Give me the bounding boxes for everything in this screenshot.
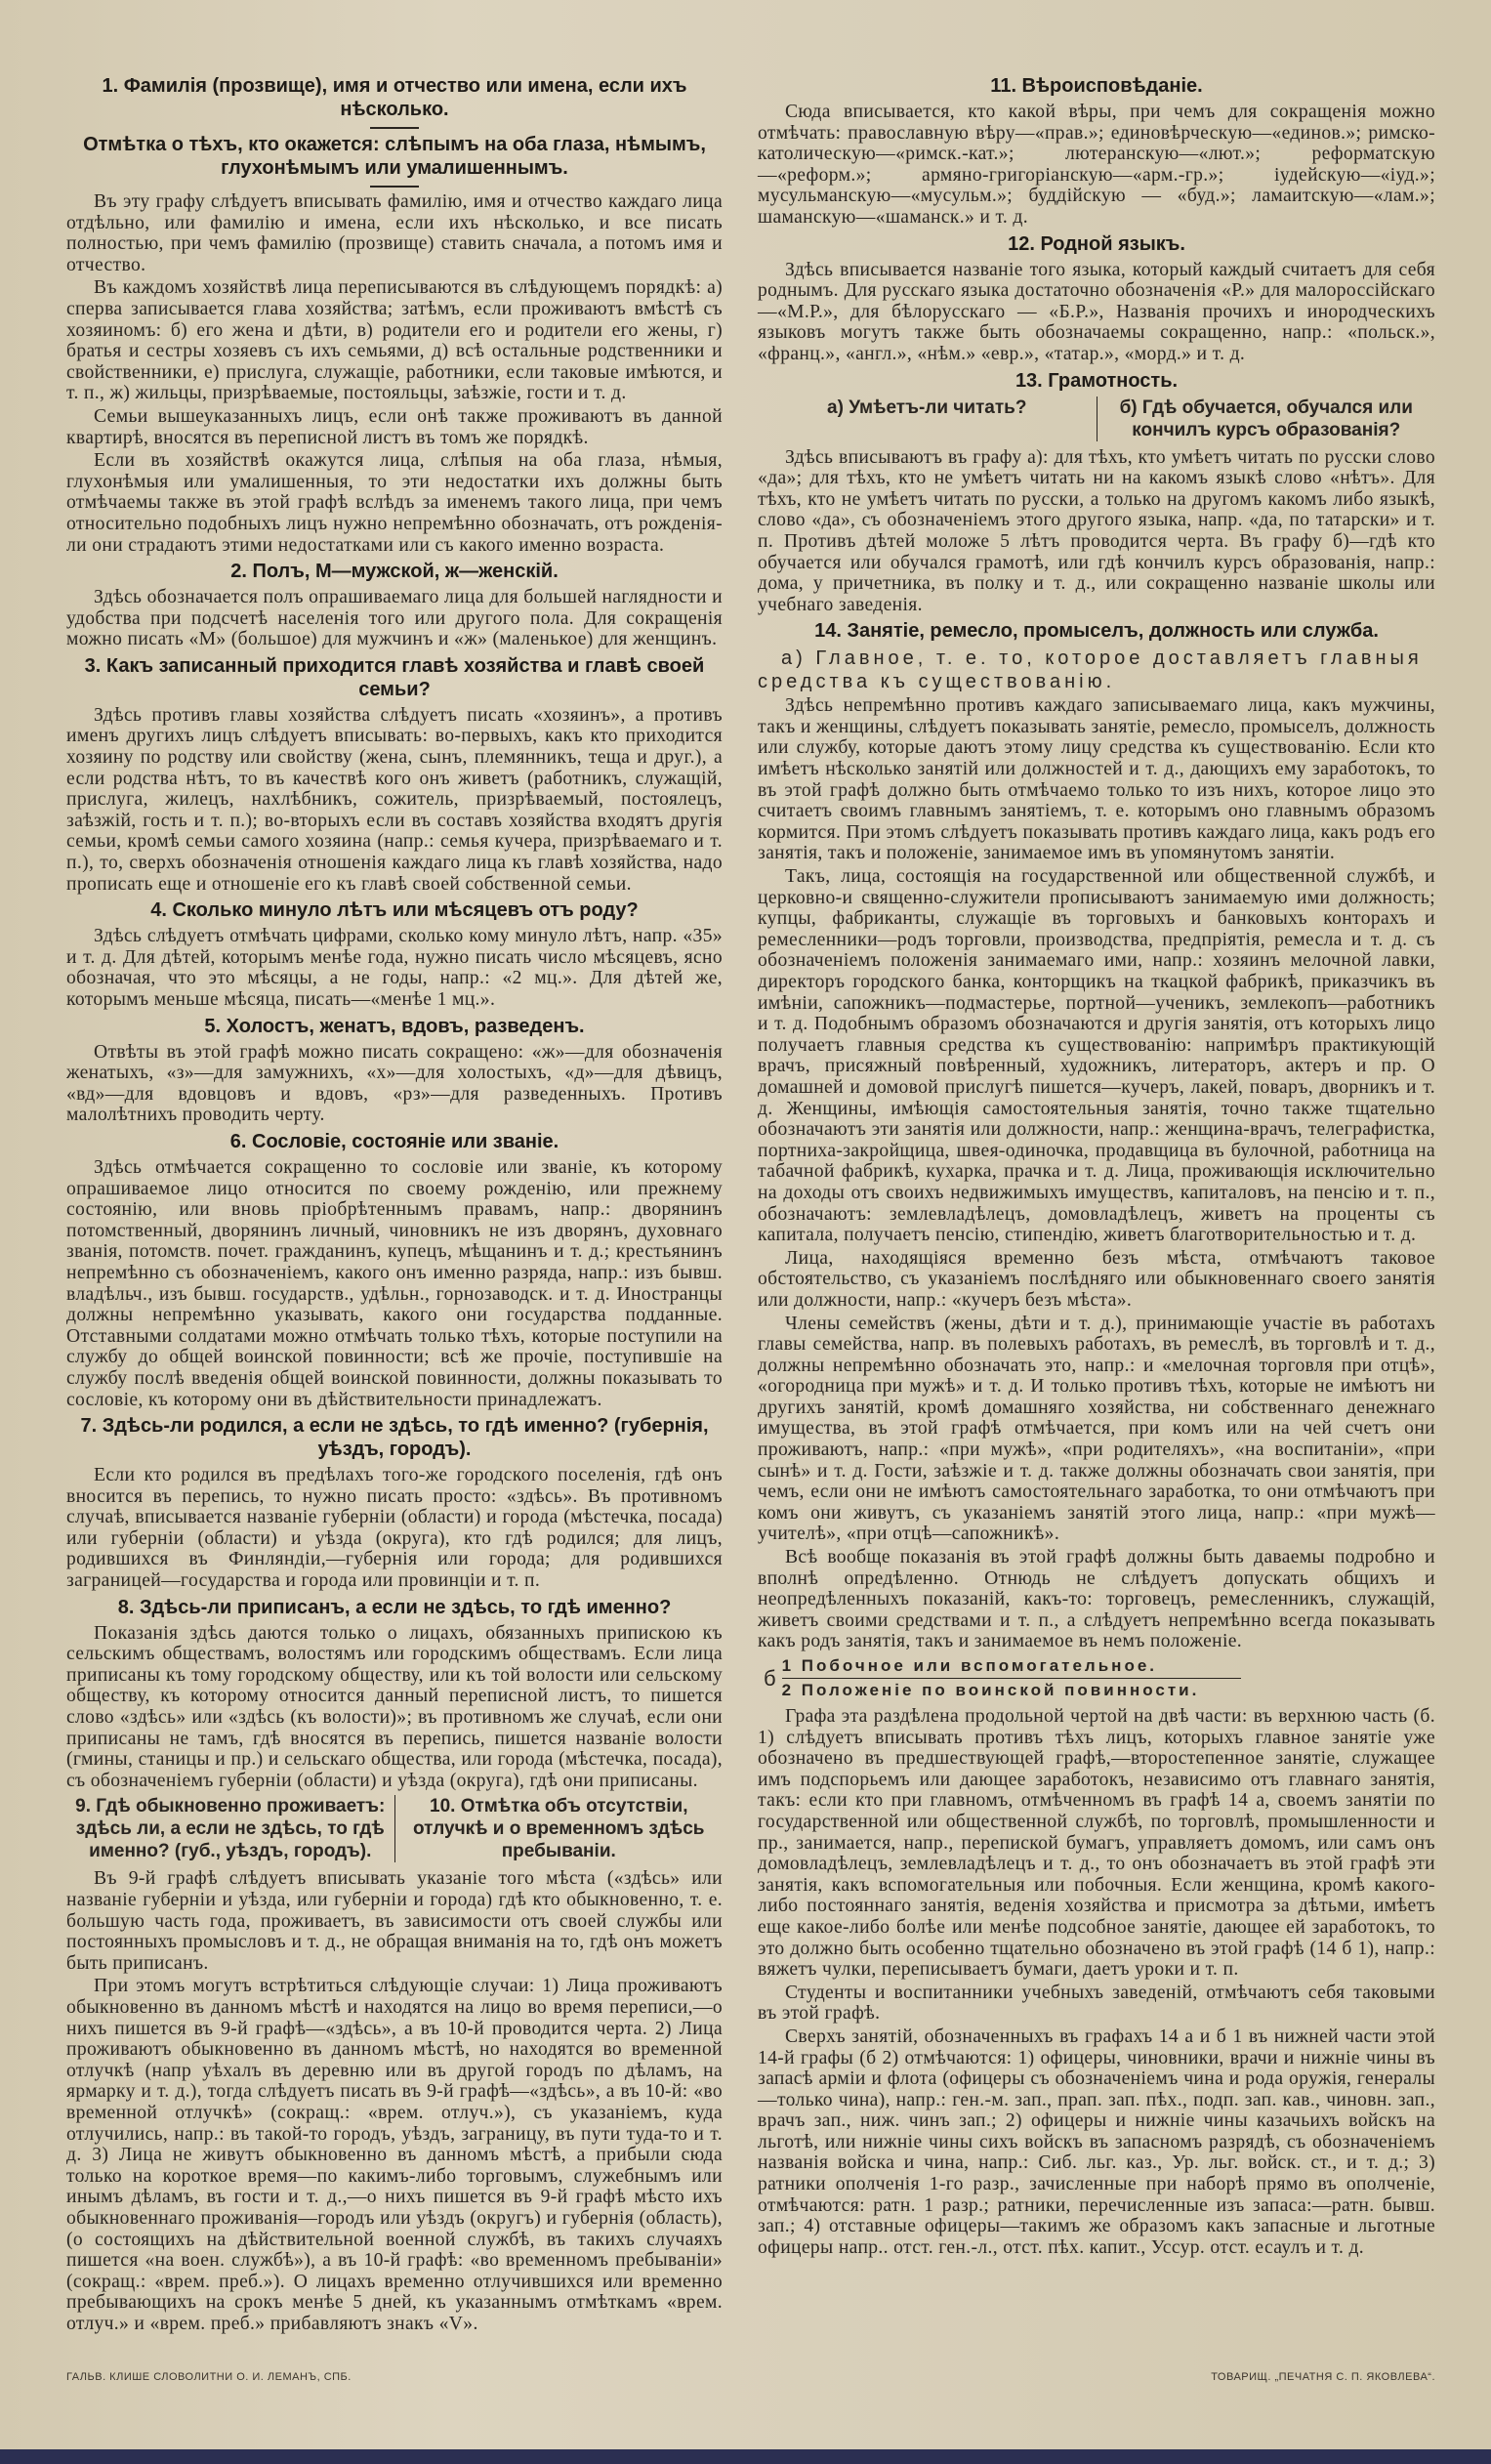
section-heading: 7. Здѣсь-ли родился, а если не здѣсь, то гдѣ именно? (губернія, уѣздъ, городъ). [80,1415,709,1461]
paragraph: Студенты и воспитанники учебныхъ заведеній, отмѣчаютъ себя таковыми въ этой графѣ. [758,1982,1435,2025]
paragraph: Если кто родился въ предѣлахъ того-же городского поселенія, гдѣ онъ вносится въ перепись, то нужно писать просто: «здѣсь». Въ противномъ случаѣ, вписывается названіе губерніи (области) и города (мѣстечка, посада) или губерніи (области) и уѣзда (округа), кто гдѣ родился; для лицъ, родившихся въ Финляндіи,—губернія или города; для родившихся заграницей—государства и города или провинціи и т. п. [66,1465,723,1592]
page-bottom-edge [0,2449,1491,2464]
paragraph: Въ каждомъ хозяйствѣ лица переписываются въ слѣдующемъ порядкѣ: а) сперва записывается глава хозяйства; затѣмъ, если проживаютъ вмѣстѣ съ хозяиномъ: б) его жена и дѣти, в) родители его и родители его жены, г) братья и сестры хозяевъ съ ихъ семьями, д) всѣ остальные родственники и свойственники, е) прислуга, служащіе, работники, если таковые имѣются, и т. п., ж) жильцы, призрѣваемые, постояльцы, заѣзжіе, гости и т. д. [66,277,723,404]
section-heading: 6. Сословіе, состояніе или званіе. [229,1130,559,1152]
paragraph: Члены семействъ (жены, дѣти и т. д.), принимающіе участіе въ работахъ главы семейства, напр. въ полевыхъ работахъ, въ ремеслѣ, въ торговлѣ и т. д., должны непремѣнно обозначать это, напр.: и «мелочная торговля при отцѣ», «огородница при мужѣ» и т. д. И только противъ тѣхъ, которые не имѣютъ ни другихъ занятій, кромѣ домашняго хозяйства, ни собственнаго денежнаго имущества, въ этой графѣ отмѣчается, при комъ или на чей счетъ они проживаютъ, напр.: «при мужѣ», «при родителяхъ», «на воспитаніи», «при сынѣ» и т. д. Гости, заѣзжіе и т. д. также должны обозначать свои занятія, при чемъ, если они не имѣютъ самостоятельнаго заработка, то они отмѣчаютъ при комъ они живутъ, съ указаніемъ занятій этого лица, напр.: «при мужѣ—учителѣ», «при отцѣ—сапожникѣ». [758,1313,1435,1545]
split-heading [66,1795,723,1862]
printer-imprints [66,2371,1435,2383]
section-heading: 4. Сколько минуло лѣтъ или мѣсяцевъ отъ роду? [150,899,639,922]
section-heading: 3. Какъ записанный приходится главѣ хозяйства и главѣ своей семьи? [84,654,705,700]
paragraph: Здѣсь слѣдуетъ отмѣчать цифрами, сколько кому минуло лѣтъ, напр. «35» и т. д. Для дѣтей, которымъ менѣе года, нужно писать число мѣсяцевъ, ясно обозначая, что это мѣсяцы, а не годы, напр.: «2 мц.». Для дѣтей же, которымъ меньше мѣсяца, писать—«менѣе 1 мц.». [66,926,723,1010]
section-heading: 2. Полъ, М—мужской, ж—женскій. [230,561,559,583]
paragraph: Графа эта раздѣлена продольной чертой на двѣ части: въ верхнюю часть (б. 1) слѣдуетъ вписывать противъ тѣхъ лицъ, которыхъ главное занятіе уже обозначено въ предшествующей графѣ,—второстепенное занятіе, служащее имъ подспорьемъ или дающее заработокъ, независимо отъ главнаго занятія, такъ: если кто при главномъ, отмѣченномъ въ графѣ 14 а, своемъ занятіи по государственной или общественной службѣ, по торговлѣ, промышленности и пр., занимается, напр., перепиской бумагъ, управляетъ домомъ, или самъ онъ домовладѣлецъ, землевладѣлецъ и т. д., то онъ обозначаетъ въ этой графѣ эти занятія, какъ вспомогательныя или побочныя. Если женщина, кромѣ какого-либо постояннаго занятія, веденія хозяйства и присмотра за дѣтьми, имѣетъ еще какое-либо болѣе или менѣе подсобное занятіе, дающее ей заработокъ, то это должно быть особенно тщательно обозначено въ этой графѣ (14 б 1), напр.: вяжетъ чулки, переписываетъ бумаги, даетъ уроки и т. п. [758,1706,1435,1981]
section-subheading: а) Главное, т. е. то, которое доставляетъ главныя средства къ существованію. [758,647,1423,693]
section-heading: 13. Грамотность. [1015,369,1179,392]
section-heading: Отмѣтка о тѣхъ, кто окажется: слѣпымъ на оба глаза, нѣмымъ, глухонѣмымъ или умалишеннымъ. [66,133,723,188]
split-heading-right: б) Гдѣ обучается, обучался или кончилъ курсъ образованія? [1119,397,1413,440]
paragraph: Семьи вышеуказанныхъ лицъ, если онѣ также проживаютъ въ данной квартирѣ, вносятся въ переписной листъ въ томъ же порядкѣ. [66,405,723,448]
paragraph: Здѣсь непремѣнно противъ каждаго записываемаго лица, какъ мужчины, такъ и женщины, слѣдуетъ показывать занятіе, ремесло, промыселъ, должность или службу, которые даютъ этому лицу средства къ существованію. Если кто имѣетъ нѣсколько занятій или должностей и т. д., дающихъ ему заработокъ, то въ этой графѣ должно быть отмѣчаемо только то изъ нихъ, которое лицо это считаетъ своимъ главнымъ занятіемъ, т. е. которымъ оно главнымъ образомъ кормится. При этомъ слѣдуетъ показывать противъ каждаго лица, какъ родъ его занятія, такъ и положеніе, занимаемое имъ въ упомянутомъ занятіи. [758,695,1435,864]
paragraph: Всѣ вообще показанія въ этой графѣ должны быть даваемы подробно и вполнѣ опредѣленно. Отнюдь не слѣдуетъ допускать общихъ и неопредѣленныхъ показаній, какъ-то: торговецъ, ремесленникъ, служащій, живетъ своими средствами и т. п., а слѣдуетъ непремѣнно всегда показывать какъ родъ занятія, такъ и занимаемое въ немъ положеніе. [758,1547,1435,1652]
paragraph: При этомъ могутъ встрѣтиться слѣдующіе случаи: 1) Лица проживаютъ обыкновенно въ данномъ мѣстѣ и находятся на лицо во время переписи,—о нихъ пишется въ 9-й графѣ—«здѣсь», а въ 10-й проводится черта. 2) Лица проживаютъ обыкновенно въ данномъ мѣстѣ, но находятся во временной отлучкѣ (напр уѣхалъ въ деревню или въ другой городъ по дѣламъ, на ярмарку и т. д.), тогда слѣдуетъ писать въ 9-й графѣ—«здѣсь», а въ 10-й: «во временной отлучкѣ» (сокращ.: «врем. отлуч.»), съ указаніемъ, куда отлучились, напр.: въ такой-то городъ, уѣздъ, заграницу, въ пути туда-то и т. д. 3) Лица не живутъ обыкновенно въ данномъ мѣстѣ, а прибыли сюда только на короткое время—по какимъ-либо торговымъ, служебнымъ или инымъ дѣламъ, въ гости и т. д.,—о нихъ пишется въ 9-й графѣ мѣсто ихъ обыкновеннаго проживанія—городъ или уѣздъ (округъ) и губернія (область), (о состоящихъ на дѣйствительной военной службѣ, въ такихъ случаяхъ пишется «на воен. службѣ»), а въ 10-й графѣ: «во временномъ пребываніи» (сокращ.: «врем. преб.»). О лицахъ временно отлучившихся или временно пребывающихъ на срокъ менѣе 5 дней, къ указаннымъ отмѣткамъ «врем. отлуч.» и «врем. преб.» прибавляютъ знакъ «V». [66,1976,723,2334]
split-heading-left: а) Умѣетъ-ли читать? [758,397,1098,441]
paragraph: Лица, находящіяся временно безъ мѣста, отмѣчаютъ таковое обстоятельство, съ указаніемъ послѣдняго или обыкновеннаго своего занятія или должности, напр.: «кучеръ безъ мѣста». [758,1247,1435,1311]
section-heading: 11. Вѣроисповѣданіе. [990,75,1203,97]
section-heading: 12. Родной языкъ. [1008,232,1185,255]
split-heading-right: 10. Отмѣтка объ отсутствіи, отлучкѣ и о временномъ здѣсь пребываніи. [413,1796,705,1862]
paragraph: Сверхъ занятій, обозначенныхъ въ графахъ 14 а и б 1 въ нижней части этой 14-й графы (б 2) отмѣчаются: 1) офицеры, чиновники, врачи и нижніе чины въ запасѣ арміи и флота (офицеры съ обозначеніемъ чина и рода оружія, генералы—только чина), напр.: ген.-м. зап., прап. зап. пѣх., подп. зап. кав., чиновн. зап., врачъ зап., ниж. чинъ зап.; 2) офицеры и нижніе чины казачьихъ войскъ на льготѣ, или нижніе чины сихъ войскъ въ запасномъ разрядѣ, съ обозначеніемъ названія войска и чина, напр.: Сиб. льг. каз., Ур. льг. войск. ст., и т. д.; 3) ратники ополченія 1-го разр., зачисленные при наборѣ прямо въ ополченіе, отмѣчаются: ратн. 1 разр.; ратники, перечисленные изъ запаса:—ратн. бывш. зап.; 4) отставные офицеры—такимъ же образомъ какъ запасные и льготные офицеры напр.. отст. ген.-л., отст. пѣх. капит., Уссур. отст. есаулъ и т. д. [758,2025,1435,2258]
paragraph: Здѣсь вписываютъ въ графу а): для тѣхъ, кто умѣетъ читать по русски слово «да»; для тѣхъ, кто не умѣетъ читать ни на какомъ языкѣ слово «нѣтъ». Для тѣхъ, кто не умѣетъ читать по русски, а только на другомъ какомъ либо языкѣ, слово «да», съ обозначеніемъ этого другого языка, напр. «да, по татарски» и т. п. Противъ дѣтей моложе 5 лѣтъ проводится черта. Въ графу б)—гдѣ кто обучается или обучался грамотѣ, или гдѣ кончилъ курсъ образованія, напр.: дома, у причетника, въ полку и т. д., или сокращенно названіе школы или учебнаго заведенія. [758,446,1435,615]
section-heading: 14. Занятіе, ремесло, промыселъ, должность или служба. [814,620,1379,643]
right-column [758,70,1435,2260]
paragraph: Сюда вписывается, кто какой вѣры, при чемъ для сокращенія можно отмѣчать: православную вѣру—«прав.»; единовѣрческую—«единов.»; римско-католическую—«римск.-кат.»; лютеранскую—«лют.»; реформатскую—«реформ.»; армяно-григоріанскую—«арм.-гр.»; іудейскую—«іуд.»; мусульманскую—«мусульм.»; буддійскую — «буд.»; ламаитскую—«лам.»; шаманскую—«шаманск.» и т. д. [758,102,1435,228]
printer-imprint-left: ГАЛЬВ. КЛИШЕ СЛОВОЛИТНИ О. И. ЛЕМАНЪ, СПБ. [66,2371,352,2384]
fraction-top: 1 Побочное или вспомогательное. [782,1656,1241,1679]
paragraph: Такъ, лица, состоящія на государственной или общественной службѣ, и церковно-и священно-служители прописываютъ занимаемую ими должность; купцы, фабриканты, служащіе въ торговыхъ и банковыхъ конторахъ и ремесленники—родъ торговли, производства, предпріятія, ремесла и т. д. съ обозначеніемъ положенія занимаемаго ими, напр.: хозяинъ мелочной лавки, директоръ городского банка, конторщикъ на ткацкой фабрикѣ, приказчикъ въ имѣніи, сапожникъ—подмастерье, портной—ученикъ, землекопъ—работникъ и т. д. Подобнымъ образомъ обозначаются и другія занятія, отъ которыхъ лицо получаетъ главныя средства къ существованію: напримѣръ практикующій врачъ, присяжный повѣренный, художникъ, литераторъ, актеръ и пр. О домашней и домовой прислугѣ пишется—кучеръ, лакей, поваръ, дворникъ и т. д. Женщины, имѣющія самостоятельныя занятія, точно также тщательно обозначаютъ эти занятія или должности, напр.: женщина-врачъ, телеграфистка, портниха-закройщица, швея-одиночка, продавщица въ булочной, работница на табачной фабрикѣ, кухарка, прачка и т. д. Лица, проживающія исключительно на доходы отъ своихъ недвижимыхъ имуществъ, капиталовъ, на пенсію и т. п., обозначаютъ: землевладѣлецъ, домовладѣлецъ, живетъ на проценты съ капитала, получаетъ пенсію, стипендію, живетъ благотворительностью и т. д. [758,866,1435,1246]
fraction-stack [782,1656,1241,1700]
section-heading: 1. Фамилія (прозвище), имя и отчество или имена, если ихъ нѣсколько. [66,74,723,129]
section-heading: 8. Здѣсь-ли приписанъ, а если не здѣсь, то гдѣ именно? [117,1596,672,1618]
left-column [66,70,723,2336]
split-heading-left: 9. Гдѣ обыкновенно проживаетъ: здѣсь ли, а если не здѣсь, то гдѣ именно? (губ., уѣздъ, городъ). [66,1795,395,1862]
paragraph: Здѣсь обозначается полъ опрашиваемаго лица для большей наглядности и удобства при подсчетѣ населенія того или другого пола. Для сокращенія можно писать «М» (большое) для мужчинъ и «ж» (маленькое) для женщинъ. [66,587,723,650]
columns [66,70,1435,2336]
paragraph: Показанія здѣсь даются только о лицахъ, обязанныхъ припискою къ сельскимъ обществамъ, волостямъ или городскимъ обществамъ. Если лица приписаны къ тому городскому обществу, или къ той волости или сельскому обществу, къ которому относится данный переписной листъ, то пишется слово «здѣсь» или «здѣсь (къ волости)»; въ противномъ же случаѣ, если они приписаны не тамъ, гдѣ вносятся въ перепись, пишется названіе волости (гмины, станицы и пр.) и сельскаго общества, или города (мѣстечка, посада), съ обозначеніемъ губерніи (области) и уѣзда (округа), гдѣ они приписаны. [66,1622,723,1791]
printer-imprint-right: ТОВАРИЩ. „ПЕЧАТНЯ С. П. ЯКОВЛЕВА“. [1211,2371,1435,2384]
paragraph: Здѣсь противъ главы хозяйства слѣдуетъ писать «хозяинъ», а противъ именъ другихъ лицъ слѣдуетъ вписывать: во-первыхъ, какъ кто приходится хозяину по родству или свойству (жена, сынъ, племянникъ, теща и друг.), а если родства нѣтъ, то въ качествѣ кого онъ живетъ (работникъ, служащій, прислуга, жилецъ, нахлѣбникъ, сожитель, призрѣваемый, постоялецъ, заѣзжій, гость и т. п.); во-вторыхъ если въ составъ хозяйства входятъ другія семьи, кромѣ семьи самого хозяина (напр.: семья кучера, призрѣваемаго и т. п.), то, сверхъ обозначенія отношенія каждаго лица къ главѣ хозяйства, надо прописать еще и отношеніе его къ главѣ своей собственной семьи. [66,704,723,895]
paragraph: Здѣсь отмѣчается сокращенно то сословіе или званіе, къ которому опрашиваемое лицо относится по своему рожденію, или прежнему состоянію, или вновь пріобрѣтеннымъ правамъ, напр.: дворянинъ потомственный, дворянинъ личный, чиновникъ не изъ дворянъ, духовнаго званія, потомств. почет. гражданинъ, купецъ, мѣщанинъ и т. д.; крестьянинъ непремѣнно съ обозначеніемъ, какого онъ именно разряда, напр.: изъ бывш. владѣльч., изъ бывш. государств., удѣльн., горнозаводск. и т. д. Иностранцы должны непремѣнно указывать, какого они государства подданные. Отставными солдатами можно отмѣчать только тѣхъ, которые поступили на службу до общей воинской повинности; всѣ же прочіе, поступившіе на службу послѣ введенія общей воинской повинности, должны показывать то сословіе, къ которому они въ дѣйствительности принадлежатъ. [66,1156,723,1410]
fraction-heading [764,1656,1435,1700]
paragraph: Въ эту графу слѣдуетъ вписывать фамилію, имя и отчество каждаго лица отдѣльно, или фамилію и имена, если ихъ нѣсколько, и все писать полностью, при чемъ фамилію (прозвище) ставить сначала, а потомъ имя и отчество. [66,191,723,275]
paragraph: Отвѣты въ этой графѣ можно писать сокращено: «ж»—для обозначенія женатыхъ, «з»—для замужнихъ, «х»—для холостыхъ, «д»—для дѣвицъ, «вд»—для вдовцовъ и вдовъ, «рз»—для разведенныхъ. Противъ малолѣтнихъ проводить черту. [66,1041,723,1126]
split-heading [758,397,1435,441]
section-heading: 5. Холостъ, женатъ, вдовъ, разведенъ. [204,1015,585,1037]
fraction-letter: б [764,1665,776,1691]
paragraph: Здѣсь вписывается названіе того языка, который каждый считаетъ для себя роднымъ. Для русскаго языка достаточно обозначенія «Р.» для малороссійскаго—«М.Р.», для бѣлорусскаго — «Б.Р.», Названія прочихъ и инородческихъ языковъ могутъ также быть обозначаемы сокращенно, напр.: «польск.», «франц.», «англ.», «нѣм.» «евр.», «татар.», «морд.» и т. д. [758,259,1435,364]
paragraph: Если въ хозяйствѣ окажутся лица, слѣпыя на оба глаза, нѣмыя, глухонѣмыя или умалишенныя, то эти недостатки ихъ должны быть отмѣчаемы также въ этой графѣ вслѣдъ за именемъ такого лица, при чемъ относительно подобныхъ лицъ нужно непремѣнно обозначать, отъ рожденія-ли они страдаютъ этими недостатками или съ какого именно возраста. [66,450,723,556]
paragraph: Въ 9-й графѣ слѣдуетъ вписывать указаніе того мѣста («здѣсь» или названіе губерніи и уѣзда, или губерніи и города) гдѣ кто обыкновенно, т. е. большую часть года, проживаетъ, въ зависимости отъ своей службы или постоянныхъ промысловъ и т. д., не обращая вниманія на то, гдѣ онъ можетъ быть приписанъ. [66,1868,723,1974]
fraction-bottom: 2 Положеніе по воинской повинности. [781,1681,1200,1699]
